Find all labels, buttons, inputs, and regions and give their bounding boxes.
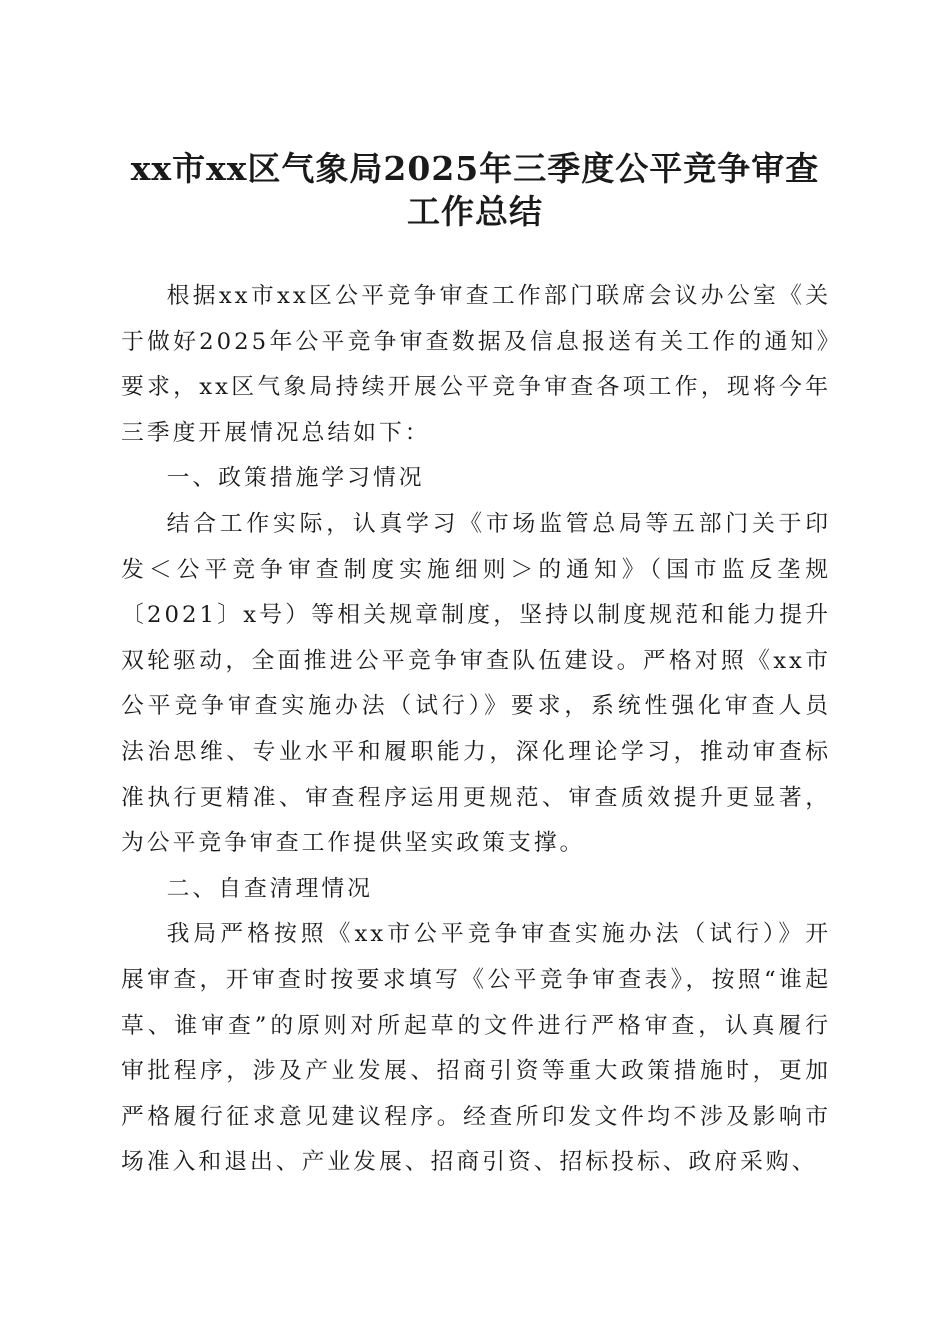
document-title-line2: 工作总结 — [407, 192, 543, 231]
intro-paragraph: 根据xx市xx区公平竞争审查工作部门联席会议办公室《关于做好2025年公平竞争审查数据及信息报送有关工作的通知》要求，xx区气象局持续开展公平竞争审查各项工作，现将今年三季度开展情况总结如下： — [121, 283, 831, 446]
section2-heading: 二、自查清理情况 — [166, 875, 373, 902]
section1-heading: 一、政策措施学习情况 — [166, 465, 425, 492]
section1-paragraph: 结合工作实际，认真学习《市场监管总局等五部门关于印发＜公平竞争审查制度实施细则＞的通知》（国市监反垄规〔2021〕x号）等相关规章制度，坚持以制度规范和能力提升双轮驱动，全面推进公平竞争审查队伍建设。严格对照《xx市公平竞争审查实施办法（试行）》要求，系统性强化审查人员法治思维、专业水平和履职能力，深化理论学习，推动审查标准执行更精准、审查程序运用更规范、审查质效提升更显著，为公平竞争审查工作提供坚实政策支撑。 — [121, 510, 831, 857]
document-title-line1: xx市xx区气象局2025年三季度公平竞争审查 — [130, 149, 820, 188]
section2-paragraph: 我局严格按照《xx市公平竞争审查实施办法（试行）》开展审查，开审查时按要求填写《公平竞争审查表》，按照“谁起草、谁审查”的原则对所起草的文件进行严格审查，认真履行审批程序，涉及产业发展、招商引资等重大政策措施时，更加严格履行征求意见建议程序。经查所印发文件均不涉及影响市场准入和退出、产业发展、招商引资、招标投标、政府采购、 — [121, 921, 831, 1176]
document-body — [121, 274, 831, 1186]
